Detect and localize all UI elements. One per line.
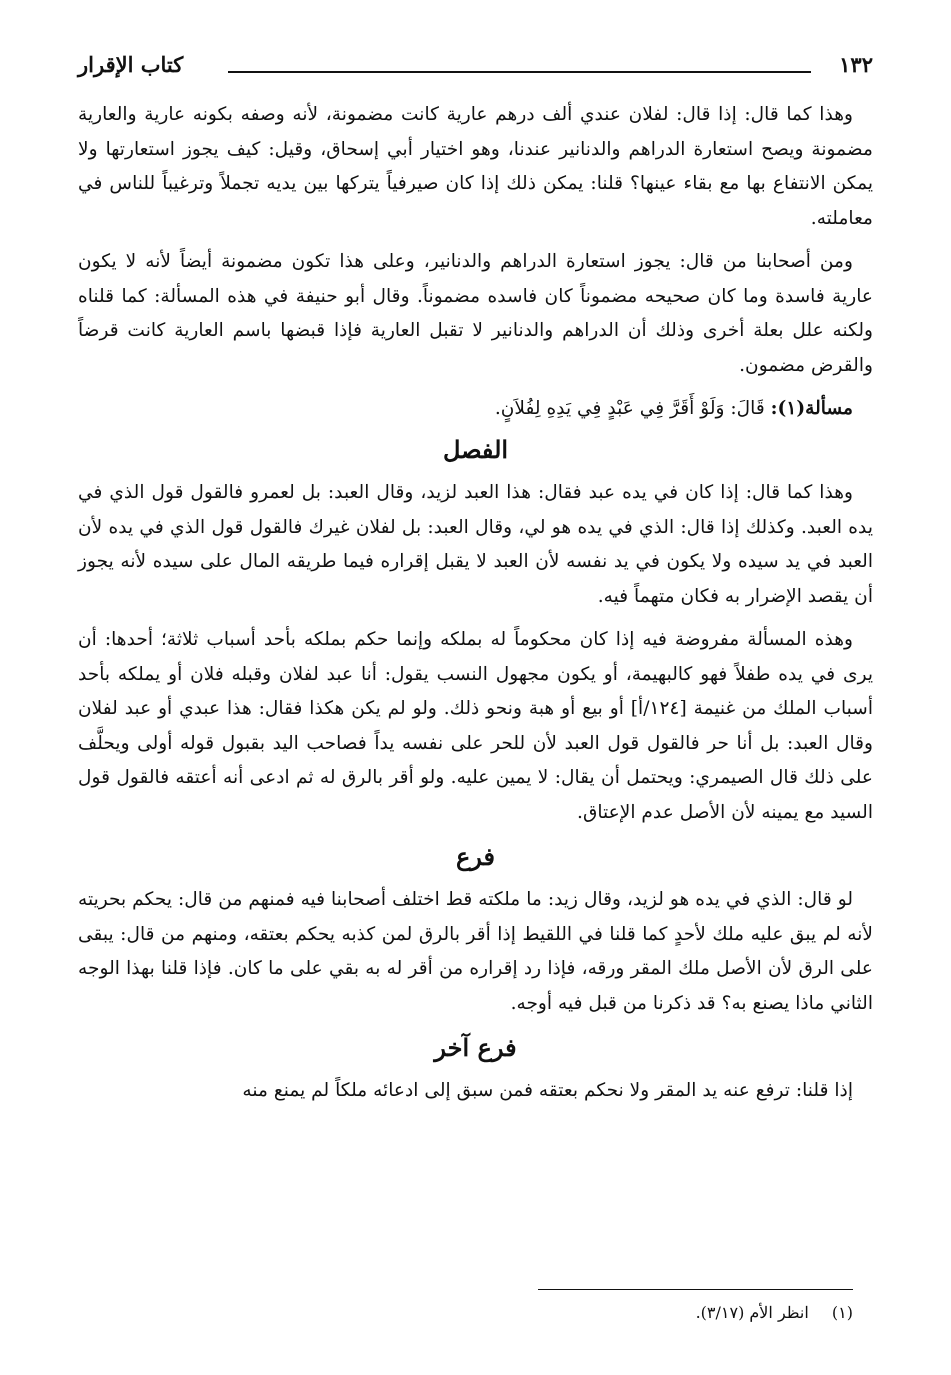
paragraph-1: وهذا كما قال: إذا قال: لفلان عندي ألف درهم عارية كانت مضمونة، لأنه وصفه بكونه عارية والعارية مضمونة ويصح استعارة الدراهم والدنانير عندنا، وهو اختيار أبي إسحاق، وقيل: كيف يجوز استعارتها ولا يمكن الانتفاع بها مع بقاء عينها؟ قلنا: يمكن ذلك إذا كان صيرفياً يتركها بين يديه تجملاً وترغيباً للناس في معاملته. xyxy=(78,104,873,229)
issue-statement xyxy=(78,392,873,426)
footnote-rule xyxy=(538,1289,853,1290)
paragraph-6: إذا قلنا: ترفع عنه يد المقر ولا نحكم بعتقه فمن سبق إلى ادعائه ملكاً لم يمنع منه xyxy=(242,1080,853,1101)
section-heading-far: فرع xyxy=(455,842,496,871)
page-header xyxy=(78,52,873,92)
section-heading-far-akhar: فرع آخر xyxy=(434,1033,517,1062)
footnote-number: (١) xyxy=(831,1303,853,1322)
footnote-text: انظر الأم (٣/١٧). xyxy=(695,1303,809,1322)
paragraph-3: وهذا كما قال: إذا كان في يده عبد فقال: هذا العبد لزيد، وقال العبد: بل لعمرو فالقول قول الذي في يده العبد. وكذلك إذا قال: الذي في يده هو لي، وقال العبد: بل لفلان غيرك فالقول قول الذي في يده لأن العبد في يد سيده ولا يكون في يد نفسه لأن العبد لا يقبل إقراره فيما طريقه المال على سيده لأنه يجوز أن يقصد الإضرار به فكان متهماً فيه. xyxy=(78,482,873,607)
issue-text: قَالَ: وَلَوْ أَقَرَّ فِي عَبْدٍ فِي يَدِهِ لِفُلاَنٍ. xyxy=(494,398,765,419)
footnote xyxy=(696,1300,853,1326)
book-title: كتاب الإقرار xyxy=(78,52,184,77)
issue-label: مسألة(١): xyxy=(770,398,853,419)
paragraph-4: وهذه المسألة مفروضة فيه إذا كان محكوماً له بملكه وإنما حكم بملكه بأحد أسباب ثلاثة؛ أحدها: أن يرى في يده طفلاً فهو كالبهيمة، أو يكون مجهول النسب يقول: أنا عبد لفلان وقبله فلان أو يملكه بأحد أسباب الملك من غنيمة [١٢٤/أ] أو بيع أو هبة ونحو ذلك. ولو لم يكن هكذا فقال: هذا عبدي أو عبد لفلان وقال العبد: بل أنا حر فالقول قول العبد لأن للحر على نفسه يداً فصاحب اليد بقبول قوله أولى ويحلَّف على ذلك قال الصيمري: ويحتمل أن يقال: لا يمين عليه. ولو أقر بالرق له ثم ادعى أنه أعتقه فالقول قول السيد مع يمينه لأن الأصل عدم الإعتاق. xyxy=(78,629,874,823)
page-number: ١٣٢ xyxy=(839,52,873,77)
header-rule xyxy=(228,71,811,73)
paragraph-5: لو قال: الذي في يده هو لزيد، وقال زيد: ما ملكته قط اختلف أصحابنا فيه فمنهم من قال: يحكم بحريته لأنه لم يبق عليه ملك لأحدٍ كما قلنا في اللقيط إذا أقر بالرق لمن كذبه يحكم بعتقه، ومنهم من قال: يبقى على الرق لأن الأصل ملك المقر ورقه، فإذا رد إقراره من أقر له به بقي على ما كان. فإذا قلنا بهذا الوجه الثاني ماذا يصنع به؟ قد ذكرنا من قبل فيه أوجه. xyxy=(78,889,874,1014)
paragraph-2: ومن أصحابنا من قال: يجوز استعارة الدراهم والدنانير، وعلى هذا تكون مضمونة أيضاً لأنه لا يكون عارية فاسدة وما كان صحيحه مضموناً كان فاسده مضموناً. وقال أبو حنيفة في هذه المسألة: كما قلناه ولكنه علل بعلة أخرى وذلك أن الدراهم والدنانير لا تقبل العارية فإذا قبضها باسم العارية كانت قرضاً والقرض مضمون. xyxy=(78,251,873,376)
section-heading-fasl: الفصل xyxy=(442,435,509,464)
main-text xyxy=(78,98,873,1118)
